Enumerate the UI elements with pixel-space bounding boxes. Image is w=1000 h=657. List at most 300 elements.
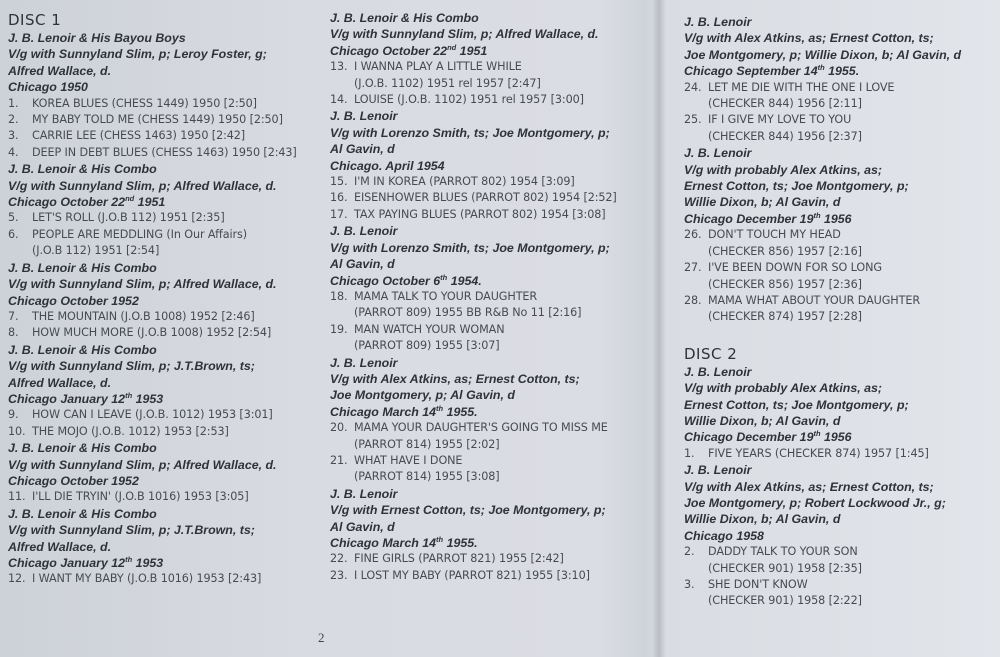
track-line [684,227,996,243]
track-title: DEEP IN DEBT BLUES (CHESS 1463) 1950 [2:43] [32,145,297,159]
session-info [330,502,652,518]
track-line [8,424,324,440]
heading-text: J. B. Lenoir & His Combo [8,441,157,456]
heading-text: V/g with Lorenzo Smith, ts; Joe Montgomery, p; [330,125,610,140]
session [8,260,324,342]
artist-heading [684,364,996,380]
heading-year: 1953 [132,556,164,570]
track-line [8,309,324,325]
track-line [330,551,652,567]
track-title: IF I GIVE MY LOVE TO YOU [708,113,852,127]
track-item [330,568,652,584]
track-title: FINE GIRLS (PARROT 821) 1955 [2:42] [354,552,564,566]
track-details: (PARROT 814) 1955 [3:08] [354,470,500,484]
track-title: MAN WATCH YOUR WOMAN [354,322,505,336]
artist-heading [330,223,652,239]
track-line [330,174,652,190]
track-title: DADDY TALK TO YOUR SON [708,545,858,559]
track-item [8,489,324,505]
artist-heading [684,145,996,161]
track-number: 2. [8,113,19,127]
session [684,364,996,462]
track-line [8,227,324,243]
heading-text: V/g with Sunnyland Slim, p; J.T.Brown, ts; [8,523,255,538]
track-number: 27. [684,261,702,275]
session-info [8,358,324,374]
track-item [330,207,652,223]
artist-heading [8,440,324,456]
track-title: HOW CAN I LEAVE (J.O.B. 1012) 1953 [3:01] [32,408,273,422]
session [330,108,652,223]
ordinal-suffix: th [813,210,821,220]
artist-heading [8,342,324,358]
heading-text: Willie Dixon, b; Al Gavin, d [684,413,841,428]
track-line [8,210,324,226]
heading-text: Joe Montgomery, p; Robert Lockwood Jr., g; [684,495,946,510]
heading-text: V/g with Alex Atkins, as; Ernest Cotton, ts; [684,31,934,46]
track-item [330,190,652,206]
session-info [684,511,996,527]
track-title: I WANNA PLAY A LITTLE WHILE [354,60,522,74]
session-info [684,397,996,413]
track-title: I'VE BEEN DOWN FOR SO LONG [708,261,882,275]
heading-text: Al Gavin, d [330,142,395,157]
session-info [330,240,652,256]
session-info [330,387,652,403]
heading-text: J. B. Lenoir [330,224,398,239]
track-title: CARRIE LEE (CHESS 1463) 1950 [2:42] [32,129,246,143]
track-item [8,227,324,260]
track-details: (PARROT 809) 1955 BB R&B No 11 [2:16] [354,306,582,320]
session-info [330,125,652,141]
track-title: LET ME DIE WITH THE ONE I LOVE [708,80,895,94]
artist-heading [330,486,652,502]
track-title: I WANT MY BABY (J.O.B 1016) 1953 [2:43] [32,572,262,586]
session-info [8,457,324,473]
track-number: 5. [8,211,19,225]
track-line [684,577,996,593]
track-title: DON'T TOUCH MY HEAD [708,228,841,242]
heading-text: Chicago. April 1954 [330,158,445,173]
session [684,145,996,325]
heading-text: V/g with Ernest Cotton, ts; Joe Montgomery, p; [330,503,606,518]
track-number: 17. [330,207,348,221]
track-title: I LOST MY BABY (PARROT 821) 1955 [3:10] [354,568,590,582]
track-item [330,59,652,92]
ordinal-suffix: th [440,272,448,282]
track-number: 1. [8,96,19,110]
session [8,342,324,440]
artist-heading [330,108,652,124]
artist-heading [684,462,996,478]
heading-text: Willie Dixon, b; Al Gavin, d [684,195,841,210]
ordinal-suffix: th [813,429,821,439]
session-info [8,391,324,407]
track-title: THE MOJO (J.O.B. 1012) 1953 [2:53] [32,424,229,438]
track-title: WHAT HAVE I DONE [354,453,463,467]
track-item [330,453,652,486]
session-info [8,194,324,210]
session-info [330,158,652,174]
session-info [330,404,652,420]
track-item [684,260,996,293]
heading-text: Willie Dixon, b; Al Gavin, d [684,512,841,527]
heading-text: V/g with Sunnyland Slim, p; Alfred Wallace, d. [8,457,277,472]
session-info [684,194,996,210]
track-item [684,80,996,113]
track-title: FIVE YEARS (CHECKER 874) 1957 [1:45] [708,446,929,460]
heading-text: J. B. Lenoir & His Combo [8,260,157,275]
track-details: (CHECKER 901) 1958 [2:22] [708,594,862,608]
session-info [8,178,324,194]
heading-year: 1953 [132,391,164,406]
track-title: TAX PAYING BLUES (PARROT 802) 1954 [3:08] [354,207,606,221]
track-number: 9. [8,408,19,422]
track-item [8,145,324,161]
track-details: (CHECKER 844) 1956 [2:37] [708,129,862,143]
heading-text: V/g with Alex Atkins, as; Ernest Cotton, ts; [684,479,934,494]
track-line [330,322,652,338]
track-line [330,92,652,108]
session-info [684,178,996,194]
track-item [8,407,324,423]
session-info [330,43,652,59]
track-details: (CHECKER 844) 1956 [2:11] [708,97,862,111]
ordinal-suffix: th [125,390,133,400]
session-info [684,30,996,46]
heading-text: V/g with Sunnyland Slim, p; Alfred Wallace, d. [8,178,277,193]
track-number: 16. [330,191,348,205]
heading-text: J. B. Lenoir [330,486,398,501]
session-info [684,479,996,495]
artist-heading [8,30,324,46]
track-item [330,174,652,190]
heading-text: Chicago October 1952 [8,293,139,308]
track-item [330,92,652,108]
track-title: THE MOUNTAIN (J.O.B 1008) 1952 [2:46] [32,309,255,323]
track-number: 23. [330,568,348,582]
session [330,486,652,584]
session-info [684,47,996,63]
heading-text: J. B. Lenoir & His Bayou Boys [8,31,186,45]
heading-text: Alfred Wallace, d. [8,375,112,390]
heading-text: J. B. Lenoir & His Combo [8,342,157,357]
track-title: MAMA TALK TO YOUR DAUGHTER [354,289,538,303]
track-item [8,325,324,341]
ordinal-suffix: th [436,534,444,544]
track-number: 18. [330,289,348,303]
session [8,30,324,161]
heading-text: V/g with Sunnyland Slim, p; Leroy Foster, g; [8,47,267,62]
track-line [8,407,324,423]
session-info [330,256,652,272]
heading-text: Chicago December 19 [684,211,814,226]
heading-text: Chicago October 6 [330,273,441,288]
session-info [8,473,324,489]
artist-heading [330,10,652,26]
heading-year: 1955. [443,404,478,419]
track-item [330,322,652,355]
track-details: (CHECKER 874) 1957 [2:28] [708,310,862,324]
track-number: 24. [684,80,702,94]
heading-text: V/g with Sunnyland Slim, p; Alfred Wallace, d. [330,27,599,42]
track-number: 22. [330,552,348,566]
artist-heading [8,161,324,177]
track-number: 7. [8,309,19,323]
session [684,14,996,145]
session [8,161,324,259]
session-info [684,528,996,544]
track-line [330,190,652,206]
track-title: I'M IN KOREA (PARROT 802) 1954 [3:09] [354,175,575,189]
track-line [8,145,324,161]
disc-1-title: DISC 1 [8,11,62,29]
track-number: 2. [684,545,695,559]
heading-text: Chicago 1950 [8,80,88,95]
session-info [684,429,996,445]
track-item [684,293,996,326]
track-item [8,571,324,587]
artist-heading [684,14,996,30]
heading-year: 1955. [824,64,860,79]
track-number: 11. [8,490,26,504]
track-details: (CHECKER 856) 1957 [2:36] [708,277,862,291]
heading-text: Joe Montgomery, p; Willie Dixon, b; Al Gavin, d [684,47,962,62]
heading-text: J. B. Lenoir [684,146,752,161]
track-item [8,424,324,440]
track-line [330,453,652,469]
session-list [8,30,324,588]
track-number: 3. [8,129,19,143]
track-number: 20. [330,421,348,435]
heading-year: 1955. [443,536,478,550]
heading-text: Chicago October 22 [330,43,448,58]
session-info [330,519,652,535]
heading-text: V/g with Alex Atkins, as; Ernest Cotton, ts; [330,371,580,386]
track-title: LET'S ROLL (J.O.B 112) 1951 [2:35] [32,211,225,225]
heading-year: 1954. [447,273,482,288]
track-details: (CHECKER 856) 1957 [2:16] [708,244,862,258]
track-item [8,128,324,144]
heading-text: Alfred Wallace, d. [8,63,112,78]
session [330,10,652,108]
session [330,223,652,354]
session-info [684,162,996,178]
track-line [8,96,324,112]
track-number: 6. [8,227,19,241]
ordinal-suffix: nd [447,42,457,52]
session-info [8,522,324,538]
track-title: LOUISE (J.O.B. 1102) 1951 rel 1957 [3:00] [354,93,584,107]
heading-text: Chicago 1958 [684,528,764,543]
track-item [684,544,996,577]
track-number: 15. [330,175,348,189]
heading-text: Chicago March 14 [330,536,437,550]
track-item [8,112,324,128]
session-info [330,273,652,289]
artist-heading [8,260,324,276]
session-info [330,535,652,551]
track-line [330,568,652,584]
session [330,355,652,486]
session-info [330,141,652,157]
track-number: 1. [684,446,695,460]
track-title: PEOPLE ARE MEDDLING (In Our Affairs) [32,227,248,241]
page-fold [652,0,666,657]
heading-text: Al Gavin, d [330,257,395,272]
track-number: 10. [8,424,26,438]
session-info [8,293,324,309]
heading-text: Ernest Cotton, ts; Joe Montgomery, p; [684,397,909,412]
track-title: MAMA WHAT ABOUT YOUR DAUGHTER [708,293,920,307]
column-2 [330,10,652,584]
track-number: 4. [8,145,19,159]
track-title: EISENHOWER BLUES (PARROT 802) 1954 [2:52] [354,191,617,205]
track-item [684,112,996,145]
heading-text: Chicago March 14 [330,404,437,419]
track-line [8,112,324,128]
ordinal-suffix: th [125,554,133,564]
track-item [8,96,324,112]
track-line [330,207,652,223]
heading-year: 1951 [134,195,166,210]
heading-text: Chicago December 19 [684,430,814,445]
session-info [684,63,996,79]
heading-text: J. B. Lenoir [684,463,752,478]
heading-text: J. B. Lenoir [330,109,398,124]
track-line [8,128,324,144]
ordinal-suffix: th [436,403,444,413]
track-number: 8. [8,326,19,340]
track-number: 19. [330,322,348,336]
track-details: (PARROT 814) 1955 [2:02] [354,437,500,451]
track-item [8,210,324,226]
heading-text: V/g with probably Alex Atkins, as; [684,162,883,177]
track-number: 25. [684,113,702,127]
track-item [330,289,652,322]
track-number: 13. [330,60,348,74]
session-info [8,79,324,95]
ordinal-suffix: th [817,63,825,73]
heading-text: V/g with Lorenzo Smith, ts; Joe Montgomery, p; [330,240,610,255]
session-list [330,10,652,584]
heading-text: Alfred Wallace, d. [8,539,112,554]
track-item [330,420,652,453]
track-details: (J.O.B. 1102) 1951 rel 1957 [2:47] [354,76,541,90]
track-line [684,260,996,276]
track-line [330,289,652,305]
session-info [684,495,996,511]
heading-text: V/g with Sunnyland Slim, p; J.T.Brown, ts; [8,359,255,374]
track-line [330,59,652,75]
track-title: MY BABY TOLD ME (CHESS 1449) 1950 [2:50] [32,113,283,127]
track-title: KOREA BLUES (CHESS 1449) 1950 [2:50] [32,96,257,110]
session-info [8,276,324,292]
track-line [684,293,996,309]
session-info [684,413,996,429]
track-number: 14. [330,93,348,107]
session-info [8,375,324,391]
track-number: 28. [684,293,702,307]
heading-text: Ernest Cotton, ts; Joe Montgomery, p; [684,179,909,194]
heading-text: J. B. Lenoir & His Combo [330,11,479,25]
artist-heading [8,506,324,522]
session-info [684,211,996,227]
session-list [684,14,996,326]
heading-text: Chicago October 22 [8,195,126,210]
heading-text: Joe Montgomery, p; Al Gavin, d [330,388,515,403]
track-number: 21. [330,453,348,467]
track-number: 3. [684,578,695,591]
track-details: (PARROT 809) 1955 [3:07] [354,339,500,353]
session-info [684,380,996,396]
heading-text: J. B. Lenoir [330,355,398,370]
artist-heading [330,355,652,371]
track-line [684,112,996,128]
track-line [330,420,652,436]
track-details: (CHECKER 901) 1958 [2:35] [708,561,862,575]
heading-text: Chicago September 14 [684,64,818,79]
heading-text: V/g with probably Alex Atkins, as; [684,381,883,396]
session-info [330,26,652,42]
session-info [8,555,324,571]
session [8,506,324,588]
track-line [684,80,996,96]
session-info [330,371,652,387]
disc-2-title: DISC 2 [684,344,738,363]
heading-text: Chicago October 1952 [8,473,139,488]
track-item [8,309,324,325]
track-line [8,325,324,341]
heading-text: Al Gavin, d [330,519,395,534]
track-title: MAMA YOUR DAUGHTER'S GOING TO MISS ME [354,421,608,435]
track-title: SHE DON'T KNOW [708,578,808,591]
track-item [684,227,996,260]
track-item [684,446,996,462]
session [8,440,324,506]
heading-year: 1956 [820,430,852,445]
column-3 [684,14,996,610]
heading-text: J. B. Lenoir & His Combo [8,506,157,521]
session [684,462,996,610]
track-item [330,551,652,567]
column-1 [8,10,324,588]
heading-text: J. B. Lenoir [684,364,752,379]
track-item [684,577,996,610]
page-number: 2 [318,630,325,645]
ordinal-suffix: nd [125,193,135,203]
track-title: I'LL DIE TRYIN' (J.O.B 1016) 1953 [3:05] [32,490,249,504]
track-line [684,446,996,462]
session-info [8,539,324,555]
session-info [8,63,324,79]
session-info [8,46,324,62]
heading-text: Chicago January 12 [8,391,126,406]
track-title: HOW MUCH MORE (J.O.B 1008) 1952 [2:54] [32,326,272,340]
heading-year: 1956 [820,211,852,226]
track-line [684,544,996,560]
session-list [684,364,996,610]
heading-text: J. B. Lenoir [684,15,752,29]
heading-text: V/g with Sunnyland Slim, p; Alfred Wallace, d. [8,277,277,292]
heading-text: Chicago January 12 [8,556,126,570]
heading-text: J. B. Lenoir & His Combo [8,162,157,177]
track-number: 12. [8,572,26,586]
track-details: (J.O.B 112) 1951 [2:54] [32,244,160,258]
heading-year: 1951 [456,43,488,58]
track-line [8,571,324,587]
track-line [8,489,324,505]
